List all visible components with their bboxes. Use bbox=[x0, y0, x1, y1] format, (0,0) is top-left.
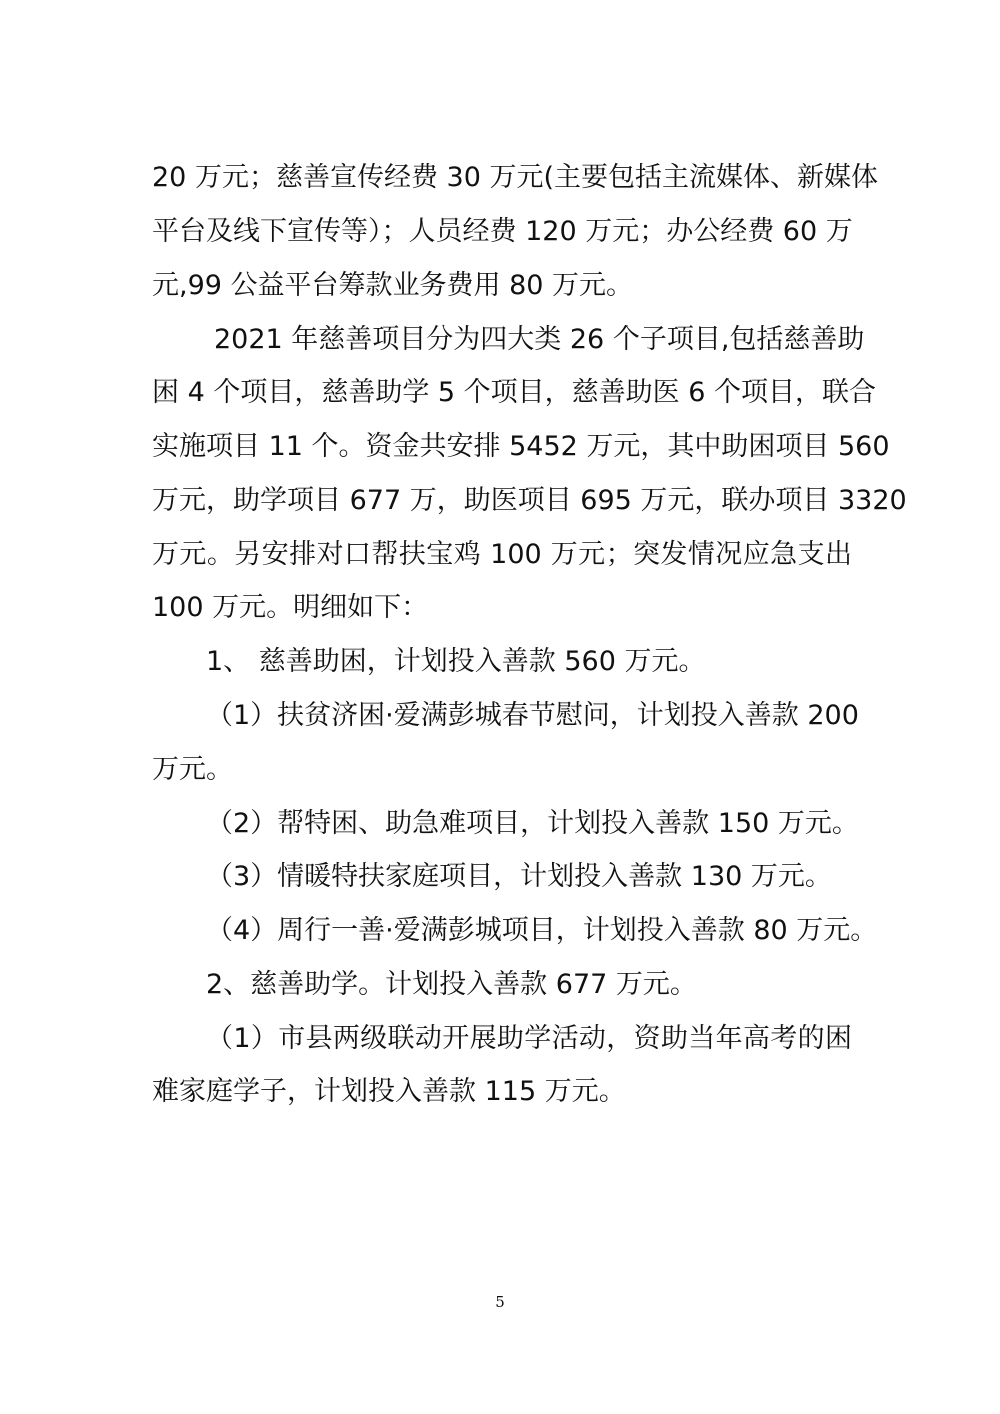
section-heading: 1、 慈善助困，计划投入善款 560 万元。 bbox=[206, 646, 706, 677]
paragraph-line: 万元，助学项目 677 万，助医项目 695 万元，联办项目 3320 bbox=[152, 485, 907, 516]
paragraph-line: 万元。另安排对口帮扶宝鸡 100 万元；突发情况应急支出 bbox=[152, 539, 852, 570]
list-item: （1）市县两级联动开展助学活动，资助当年高考的困 bbox=[206, 1023, 852, 1054]
paragraph-line: 100 万元。明细如下： bbox=[152, 592, 429, 623]
paragraph-line: 元,99 公益平台筹款业务费用 80 万元。 bbox=[152, 270, 634, 301]
list-item: （4）周行一善·爱满彭城项目，计划投入善款 80 万元。 bbox=[206, 915, 878, 946]
page-number: 5 bbox=[495, 1293, 505, 1311]
list-item: （3）情暖特扶家庭项目，计划投入善款 130 万元。 bbox=[206, 861, 832, 892]
paragraph-line: 实施项目 11 个。资金共安排 5452 万元，其中助困项目 560 bbox=[152, 431, 890, 462]
list-item: （1）扶贫济困·爱满彭城春节慰问，计划投入善款 200 bbox=[206, 700, 859, 731]
section-heading: 2、慈善助学。计划投入善款 677 万元。 bbox=[206, 969, 697, 1000]
paragraph-line: 2021 年慈善项目分为四大类 26 个子项目,包括慈善助 bbox=[214, 324, 865, 355]
paragraph-line: 平台及线下宣传等）；人员经费 120 万元；办公经费 60 万 bbox=[152, 216, 853, 247]
paragraph-line: 20 万元；慈善宣传经费 30 万元(主要包括主流媒体、新媒体 bbox=[152, 162, 878, 193]
list-item-continuation: 万元。 bbox=[152, 754, 233, 785]
list-item-continuation: 难家庭学子，计划投入善款 115 万元。 bbox=[152, 1076, 626, 1107]
list-item: （2）帮特困、助急难项目，计划投入善款 150 万元。 bbox=[206, 808, 859, 839]
paragraph-line: 困 4 个项目，慈善助学 5 个项目，慈善助医 6 个项目，联合 bbox=[152, 377, 877, 408]
